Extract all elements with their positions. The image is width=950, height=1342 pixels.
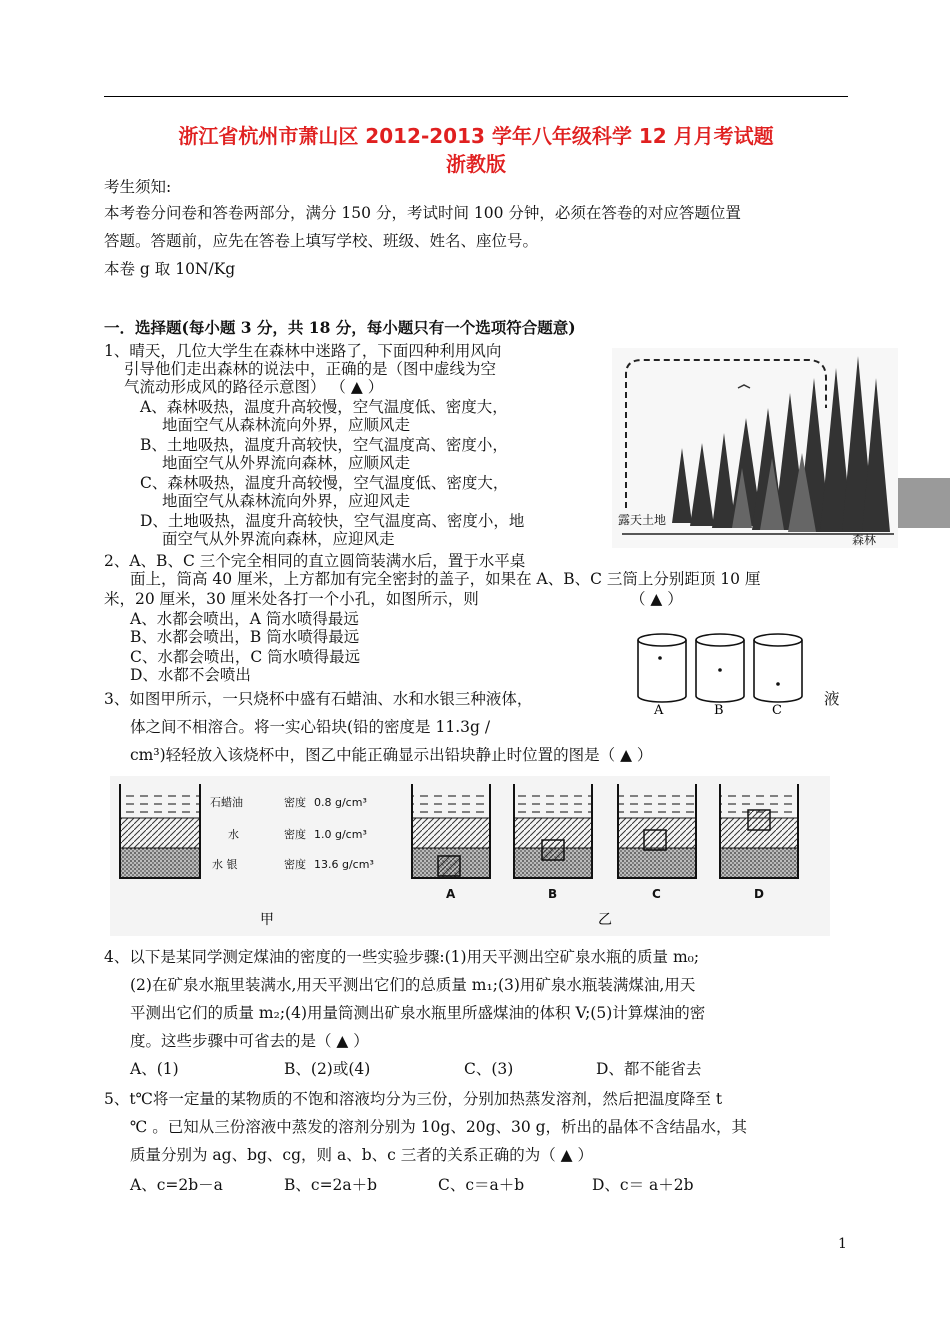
fig-label-forest: 森林 — [852, 533, 877, 547]
beaker-diagram — [110, 776, 830, 936]
question-text: 引导他们走出森林的说法中，正确的是（图中虚线为空 — [124, 360, 497, 378]
option-d: D、c＝ a＋2b — [592, 1176, 694, 1194]
option-d: D、都不能省去 — [596, 1060, 702, 1078]
beaker-option-c — [618, 784, 696, 878]
question-text: 体之间不相溶合。将一实心铅块(铅的密度是 11.3g / — [130, 718, 491, 736]
beaker-option-d — [720, 784, 798, 878]
cylinders-diagram — [630, 622, 810, 718]
liquid-name: 水 银 — [212, 858, 238, 871]
option-c: C、c＝a＋b — [438, 1176, 525, 1194]
notice-heading: 考生须知: — [104, 178, 172, 196]
option-b: B、(2)或(4) — [284, 1060, 371, 1078]
option-a: A、森林吸热，温度升高较慢，空气温度低、密度大， — [140, 398, 508, 416]
side-tab[interactable] — [898, 478, 950, 528]
option-c: C、森林吸热，温度升高较慢，空气温度低、密度大， — [140, 474, 509, 492]
option-d: D、水都不会喷出 — [130, 666, 251, 684]
density-value: 1.0 g/cm³ — [314, 828, 367, 841]
liquid-name: 石蜡油 — [210, 796, 243, 809]
density-label: 密度 — [284, 858, 306, 871]
question-text: cm³)轻轻放入该烧杯中，图乙中能正确显示出铅块静止时位置的图是（ ▲ ） — [130, 746, 653, 764]
question-text: 质量分别为 ag、bg、cg，则 a、b、c 三者的关系正确的为（ ▲ ） — [130, 1146, 594, 1164]
cylinder-label-b: B — [714, 703, 724, 718]
answer-mark: （ ▲ ） — [630, 590, 683, 608]
option-a: A、水都会喷出，A 筒水喷得最远 — [130, 610, 359, 628]
figure-label-jia: 甲 — [260, 912, 274, 928]
question-text: 3、如图甲所示，一只烧杯中盛有石蜡油、水和水银三种液体， — [104, 690, 533, 708]
question-text: 面上，筒高 40 厘米，上方都加有完全密封的盖子，如果在 A、B、C 三筒上分别距顶 10 厘 — [130, 570, 761, 588]
figure-label-yi: 乙 — [598, 912, 612, 928]
option-a-cont: 地面空气从森林流向外界，应顺风走 — [162, 416, 411, 434]
option-label-a: A — [446, 887, 456, 901]
fig-label-land: 露天土地 — [618, 513, 667, 527]
beaker-option-b — [514, 784, 592, 878]
option-b: B、c=2a＋b — [284, 1176, 378, 1194]
notice-line: 本考卷分问卷和答卷两部分，满分 150 分，考试时间 100 分钟，必须在答卷的对应答题位置 — [104, 204, 741, 222]
option-label-c: C — [652, 887, 661, 901]
page-subtitle: 浙教版 — [446, 152, 506, 176]
density-value: 13.6 g/cm³ — [314, 858, 374, 871]
notice-line: 本卷 g 取 10N/Kg — [104, 260, 236, 278]
option-label-b: B — [548, 887, 558, 901]
density-value: 0.8 g/cm³ — [314, 796, 367, 809]
option-d: D、土地吸热，温度升高较快，空气温度高、密度小，地 — [140, 512, 525, 530]
cylinder-label-a: A — [654, 703, 664, 718]
option-a: A、c=2b－a — [130, 1176, 223, 1194]
option-label-d: D — [754, 887, 764, 901]
option-c-cont: 地面空气从森林流向外界，应迎风走 — [162, 492, 411, 510]
forest-diagram — [612, 348, 898, 548]
question-text: ℃ 。已知从三份溶液中蒸发的溶剂分别为 10g、20g、30 g，析出的晶体不含结晶水，其 — [130, 1118, 748, 1136]
notice-line: 答题。答题前，应先在答卷上填写学校、班级、姓名、座位号。 — [104, 232, 539, 250]
question-text: (2)在矿泉水瓶里装满水,用天平测出它们的总质量 m₁;(3)用矿泉水瓶装满煤油,用天 — [130, 976, 696, 994]
question-text: 平测出它们的质量 m₂;(4)用量筒测出矿泉水瓶里所盛煤油的体积 V;(5)计算煤油的密 — [130, 1004, 706, 1022]
beaker-jia — [120, 784, 200, 878]
page-title: 浙江省杭州市萧山区 2012-2013 学年八年级科学 12 月月考试题 — [178, 124, 774, 148]
question-text: 4、以下是某同学测定煤油的密度的一些实验步骤:(1)用天平测出空矿泉水瓶的质量 m₀; — [104, 948, 700, 966]
option-b: B、水都会喷出，B 筒水喷得最远 — [130, 628, 360, 646]
section-heading: 一．选择题(每小题 3 分，共 18 分，每小题只有一个选项符合题意) — [104, 318, 576, 337]
beaker-option-a — [412, 784, 490, 878]
question-text: 2、A、B、C 三个完全相同的直立圆筒装满水后，置于水平桌 — [104, 552, 526, 570]
option-a: A、(1) — [130, 1060, 179, 1078]
question-text: 气流动形成风的路径示意图） （ ▲ ） — [124, 378, 384, 396]
question-text: 度。这些步骤中可省去的是（ ▲ ） — [130, 1032, 369, 1050]
question-text: 液 — [824, 690, 840, 708]
page-number: 1 — [838, 1236, 847, 1252]
option-d-cont: 面空气从外界流向森林，应迎风走 — [162, 530, 395, 548]
option-c: C、(3) — [464, 1060, 514, 1078]
question-text: 5、t℃将一定量的某物质的不饱和溶液均分为三份，分别加热蒸发溶剂，然后把温度降至 t — [104, 1090, 723, 1108]
question-text: 1、晴天，几位大学生在森林中迷路了，下面四种利用风向 — [104, 342, 502, 360]
option-b: B、土地吸热，温度升高较快，空气温度高、密度小， — [140, 436, 508, 454]
density-label: 密度 — [284, 796, 306, 809]
density-label: 密度 — [284, 828, 306, 841]
question-text: 米，20 厘米，30 厘米处各打一个小孔，如图所示，则 — [104, 590, 479, 608]
header-rule — [104, 96, 848, 97]
cylinder-label-c: C — [772, 703, 782, 718]
option-c: C、水都会喷出，C 筒水喷得最远 — [130, 648, 361, 666]
option-b-cont: 地面空气从外界流向森林，应顺风走 — [162, 454, 411, 472]
liquid-name: 水 — [228, 828, 239, 841]
